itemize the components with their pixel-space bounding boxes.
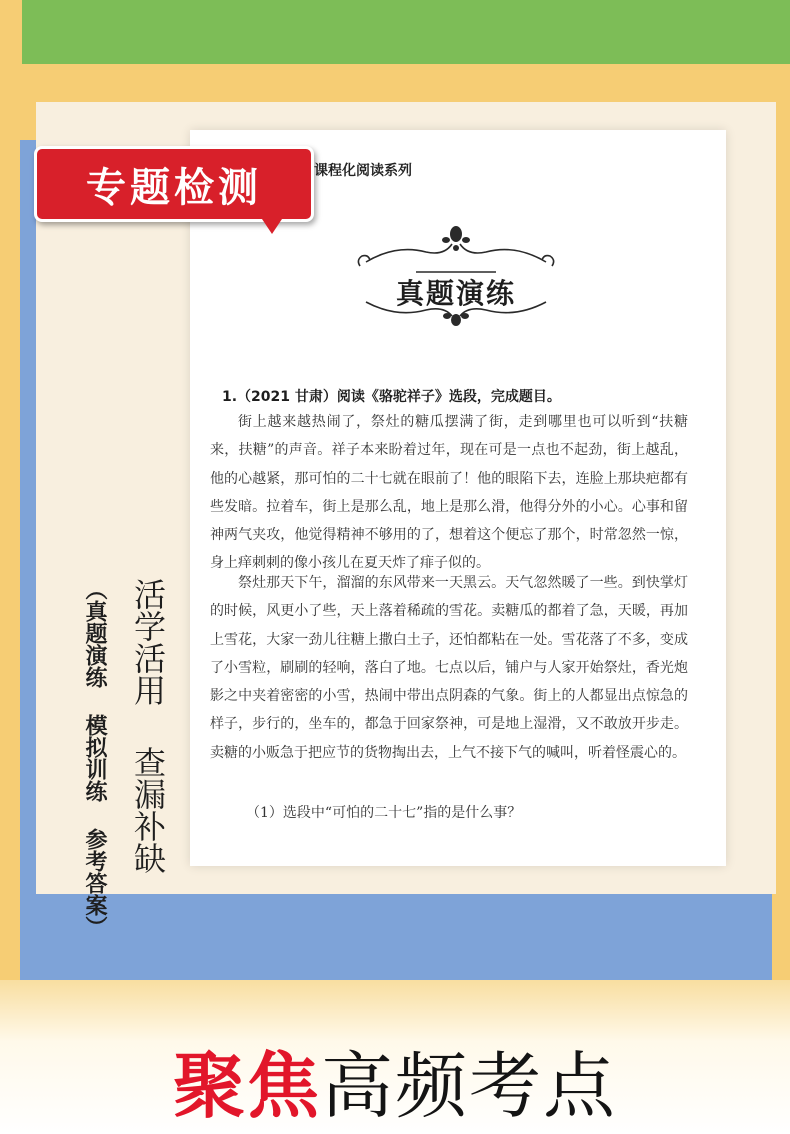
question-prompt: 1.（2021 甘肃）阅读《骆驼祥子》选段，完成题目。 — [222, 389, 561, 405]
footer-headline-black: 高频考点 — [321, 1044, 618, 1128]
side-caption-main-1: 活学活用 — [129, 578, 167, 706]
side-caption-main-2: 查漏补缺 — [129, 746, 167, 874]
passage-paragraph-2: 祭灶那天下午，溜溜的东风带来一天黑云。天气忽然暖了一些。到快掌灯的时候，风更小了些，天上落着稀疏的雪花。卖糖瓜的都着了急，天暖，再加上雪花，大家一劲儿往糖上撒白土子，还怕都粘在一处。雪花落了不多，变成了小雪粒，刷刷的轻响，落白了地。七点以后，铺户与人家开始祭灶，香光炮影之中夹着密密的小雪，热闹中带出点阴森的气象。街上的人都显出点惊急的样子，步行的，坐车的，都急于回家祭神，可是地上湿滑，又不敢放开步走。卖糖的小贩急于把应节的货物掏出去，上气不接下气的喊叫，听着怪震心的。 — [210, 575, 688, 761]
badge-tail-icon — [260, 216, 284, 234]
top-orange-band — [0, 64, 790, 104]
footer-headline-red: 聚焦 — [172, 1044, 321, 1128]
sub-question: （1）选段中“可怕的二十七”指的是什么事？ — [246, 805, 522, 821]
topic-test-badge — [34, 146, 314, 222]
top-green-band — [22, 0, 790, 64]
section-heading: 真题演练 — [395, 277, 516, 310]
series-title: 课程化阅读系列 — [314, 163, 412, 179]
footer-headline — [0, 1028, 790, 1132]
side-caption-bracket: （真题演练 模拟训练 参考答案） — [82, 578, 108, 938]
passage-paragraph-1: 街上越来越热闹了，祭灶的糖瓜摆满了街，走到哪里也可以听到“扶糖来，扶糖”的声音。祥子本来盼着过年，现在可是一点也不起劲，街上越乱，他的心越紧，那可怕的二十七就在眼前了！他的眼陷下去，连脸上那块疤都有些发暗。拉着车，街上是那么乱，地上是那么滑，他得分外的小心。心事和留神两气夹攻，他觉得精神不够用的了，想着这个便忘了那个，时常忽然一惊，身上痒刺刺的像小孩儿在夏天炸了痱子似的。 — [210, 414, 688, 572]
badge-label: 专题检测 — [86, 164, 262, 211]
